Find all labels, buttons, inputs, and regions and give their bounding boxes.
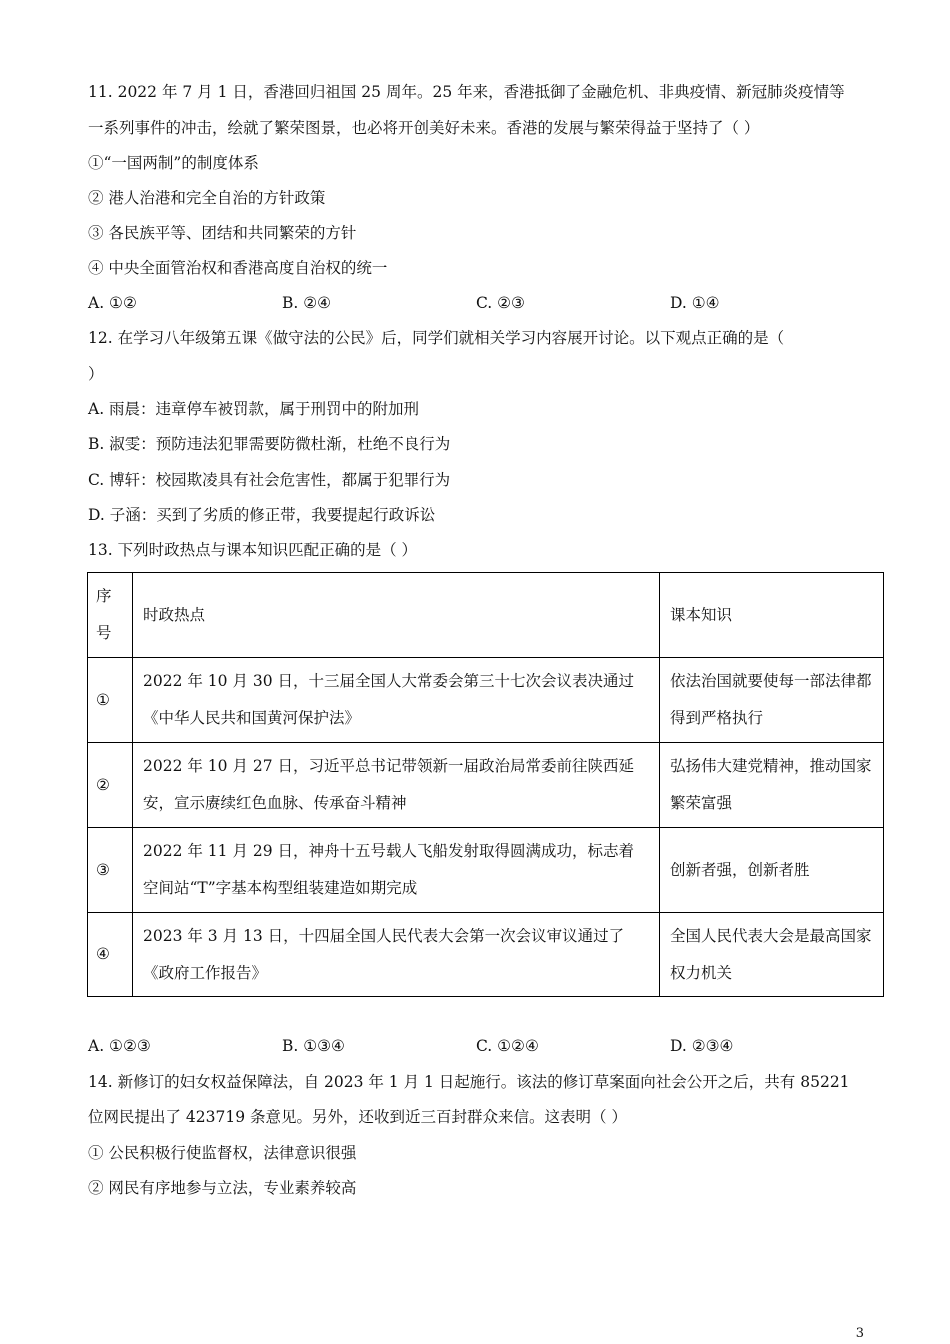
q13-option-b: B. ①③④ xyxy=(282,1037,345,1055)
row-number: ④ xyxy=(88,913,133,997)
table-row xyxy=(88,913,884,997)
q11-item-1: ①“一国两制”的制度体系 xyxy=(88,154,259,172)
q14-stem-line2: 位网民提出了 423719 条意见。另外，还收到近三百封群众来信。这表明（ ） xyxy=(88,1108,627,1126)
row-event: 2022 年 10 月 30 日，十三届全国人大常委会第三十七次会议表决通过《中华人民共和国黄河保护法》 xyxy=(133,658,660,743)
row-knowledge: 依法治国就要使每一部法律都得到严格执行 xyxy=(660,658,884,743)
q11-option-c: C. ②③ xyxy=(476,294,525,312)
q11-option-a: A. ①② xyxy=(88,294,137,312)
header-event: 时政热点 xyxy=(133,573,660,658)
q11-item-4: ④ 中央全面管治权和香港高度自治权的统一 xyxy=(88,259,388,277)
row-number: ③ xyxy=(88,828,133,913)
q12-option-a: A. 雨晨：违章停车被罚款，属于刑罚中的附加刑 xyxy=(88,400,420,418)
q12-stem-line1: 12. 在学习八年级第五课《做守法的公民》后，同学们就相关学习内容展开讨论。以下观点正确的是（ xyxy=(88,329,785,347)
q11-option-b: B. ②④ xyxy=(282,294,332,312)
row-event: 2022 年 10 月 27 日，习近平总书记带领新一届政治局常委前往陕西延安，宣示赓续红色血脉、传承奋斗精神 xyxy=(133,743,660,828)
q12-option-d: D. 子涵：买到了劣质的修正带，我要提起行政诉讼 xyxy=(88,506,436,524)
q13-table xyxy=(87,572,884,997)
q11-item-3: ③ 各民族平等、团结和共同繁荣的方针 xyxy=(88,224,357,242)
q14-item-2: ② 网民有序地参与立法，专业素养较高 xyxy=(88,1179,357,1197)
q13-option-d: D. ②③④ xyxy=(670,1037,734,1055)
row-knowledge: 全国人民代表大会是最高国家权力机关 xyxy=(660,913,884,997)
q11-stem-line2: 一系列事件的冲击，绘就了繁荣图景，也必将开创美好未来。香港的发展与繁荣得益于坚持了（ ） xyxy=(88,119,760,137)
q11-item-2: ② 港人治港和完全自治的方针政策 xyxy=(88,189,326,207)
header-number: 序号 xyxy=(88,573,133,658)
page-number: 3 xyxy=(855,1326,864,1341)
row-number: ① xyxy=(88,658,133,743)
row-event: 2022 年 11 月 29 日，神舟十五号载人飞船发射取得圆满成功，标志着空间站“T”字基本构型组装建造如期完成 xyxy=(133,828,660,913)
q11-stem-line1: 11. 2022 年 7 月 1 日，香港回归祖国 25 周年。25 年来，香港抵御了金融危机、非典疫情、新冠肺炎疫情等 xyxy=(88,83,845,101)
header-knowledge: 课本知识 xyxy=(660,573,884,658)
table-row xyxy=(88,828,884,913)
q11-option-d: D. ①④ xyxy=(670,294,720,312)
row-knowledge: 弘扬伟大建党精神，推动国家繁荣富强 xyxy=(660,743,884,828)
q12-option-c: C. 博轩：校园欺凌具有社会危害性，都属于犯罪行为 xyxy=(88,471,451,489)
table-row xyxy=(88,658,884,743)
q14-stem-line1: 14. 新修订的妇女权益保障法，自 2023 年 1 月 1 日起施行。该法的修订草案面向社会公开之后，共有 85221 xyxy=(88,1073,850,1091)
row-event: 2023 年 3 月 13 日，十四届全国人民代表大会第一次会议审议通过了《政府工作报告》 xyxy=(133,913,660,997)
row-number: ② xyxy=(88,743,133,828)
row-knowledge: 创新者强，创新者胜 xyxy=(660,828,884,913)
q13-stem: 13. 下列时政热点与课本知识匹配正确的是（ ） xyxy=(88,541,418,559)
q13-option-a: A. ①②③ xyxy=(88,1037,151,1055)
table-header-row xyxy=(88,573,884,658)
q13-option-c: C. ①②④ xyxy=(476,1037,539,1055)
q14-item-1: ① 公民积极行使监督权，法律意识很强 xyxy=(88,1144,357,1162)
q12-stem-line2: ） xyxy=(88,365,104,383)
table-row xyxy=(88,743,884,828)
q12-option-b: B. 淑雯：预防违法犯罪需要防微杜渐，杜绝不良行为 xyxy=(88,435,451,453)
